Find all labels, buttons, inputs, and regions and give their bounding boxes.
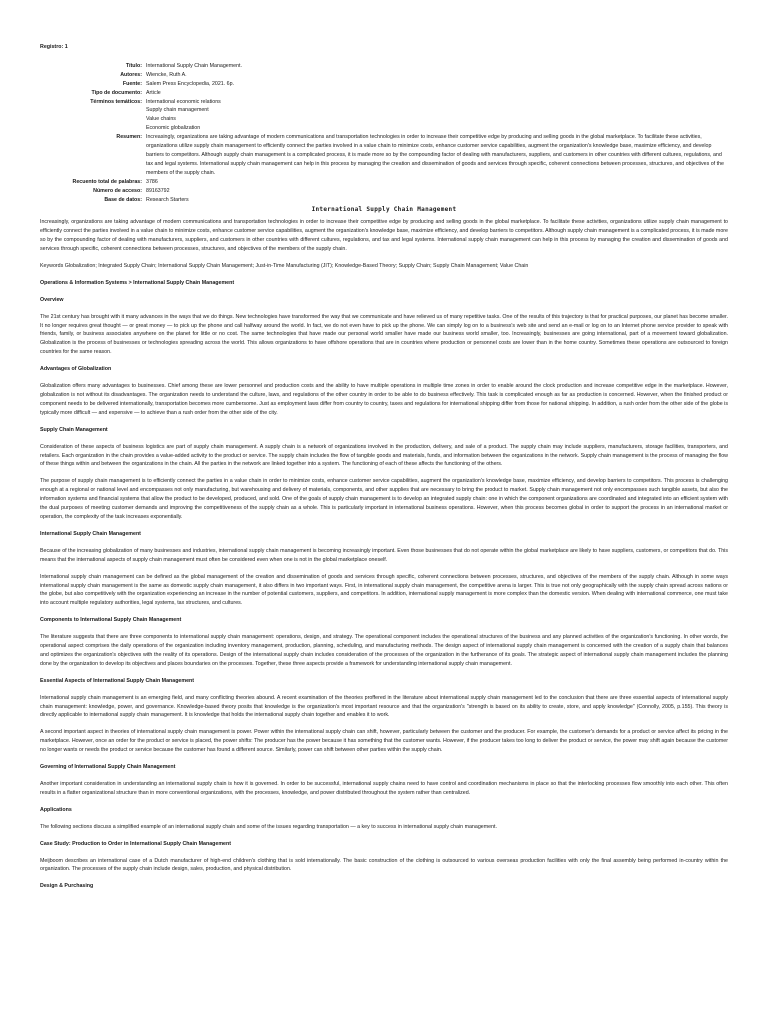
meta-value-line: Wiencke, Ruth A. xyxy=(146,71,187,78)
paragraph: The 21st century has brought with it many advances in the ways that we do things. New technologies have transformed the way that we communicate and have relieved us of many repetitive tasks. One of the results of this trajectory is that for practical purposes, our planet has become smaller. It no longer requires great thought — or great money — to pick up the phone and call halfway around the world. In fact, we do not even have to pick up the phone. We can simply log on to a business's web site and send an e-mail or log on to an Internet phone service provider to speak with friends, family, or business associates anywhere on the planet for little or no cost. The same technologies that have made our personal world smaller have made our business world smaller, too. Increasingly, businesses are going international, part of a movement toward globalization. Globalization is the process of businesses or technologies spreading across the world. This allows organizations to have offshore operations that are in countries where production or personnel costs are lower than in the home country. Sometimes these operations are outsourced to foreign countries for the same reason. xyxy=(40,313,728,356)
paragraph: The following sections discuss a simplified example of an international supply chain and some of the issues regarding transportation — a key to success in international supply chain management. xyxy=(40,823,497,830)
meta-value xyxy=(146,89,728,98)
meta-value xyxy=(146,71,728,80)
section-heading: Supply Chain Management xyxy=(40,426,108,433)
section-heading: Applications xyxy=(40,806,72,813)
meta-value xyxy=(146,178,728,187)
meta-label: Número de acceso: xyxy=(93,187,142,194)
paragraph: The literature suggests that there are three components to international supply chain management: operations, design, and strategy. The operational component includes the operational structures of the business and any planned activities of the organization's functioning. In other words, the operational aspect comprises the daily operations of the organization including inventory management, production, planning, scheduling, and manufacturing methods. The design aspect of international supply chain management is concerned with the creation of a supply chain that balances and optimizes the organization's objectives with the reality of its operations. Design of the international supply chain includes consideration of the processes of the organization in the furtherance of its goals. The strategic aspect of international supply chain management includes the planning done by the organization to develop its objectives and places boundaries on the processes. Together, these three aspects provide a framework for understanding international supply chain management. xyxy=(40,634,728,667)
meta-value-line: Value chains xyxy=(146,116,176,123)
paragraph: Consideration of these aspects of business logistics are part of supply chain management. A supply chain is a network of organizations involved in the production, delivery, and sale of a product. The supply chain may include suppliers, manufacturers, storage facilities, transporters, and retailers. Each organization in the chain provides a value-added activity to the product or service. The supply chain includes the flow of tangible goods and materials, funds, and information between the organizations in the network. Supply chain management is the process of managing the flow of these things within and between the organizations in the chain. All the parties in the network are linked together into a system. The functioning of each of these affects the functioning of the others. xyxy=(40,443,728,468)
meta-label: Recuento total de palabras: xyxy=(72,178,142,185)
meta-label: Resumen: xyxy=(116,134,142,141)
section-heading: Overview xyxy=(40,296,64,303)
paragraph: Increasingly, organizations are taking advantage of modern communications and transportation technologies in order to increase their competitive edge by producing and selling goods in the global marketplace. To facilitate these activities, organizations utilize supply chain management to efficiently connect the parties involved in a value chain to minimize costs, enhance customer service capabilities, augment the organization's knowledge base, maximize efficiency, and develop barriers to competitors. Although supply chain management is a complicated process, it is made more so by the compounding factor of dealing with manufacturers, suppliers, and customers in other countries with different cultures, regulations, and tax and legal systems. International supply chain management can help in this process by managing the creation and dissemination of goods and services through specific, coherent connections between processes, structures, and objectives of the members of the supply chain. xyxy=(40,219,728,253)
meta-value xyxy=(146,133,728,178)
meta-value-line: International economic relations xyxy=(146,98,221,105)
document-page xyxy=(40,0,728,891)
paragraph: The purpose of supply chain management is to efficiently connect the parties in a value chain in order to minimize costs, enhance customer service capabilities, augment the organization's knowledge base, maximize efficiency, and develop barriers to competitors. This process is challenging enough at a regional or national level and encompasses not only manufacturing, but warehousing and delivery of materials, components, and other supplies that are necessary to bring the product to market. Supply chain management not only encompasses such tangible assets, but also the information systems and financial systems that allow the product to be developed, produced, and sold. One of the goals of supply chain management is to develop an integrated supply chain: one in which the component organizations are coordinated and integrated into an efficient system with the dual purposes of meeting customer demands and improving the competitiveness of the supply chain as a whole. This is particularly important in international business operations. However, when this process becomes global in order to support the process in an international market or operation, the complexity of the task increases exponentially. xyxy=(40,478,728,520)
paragraph: Globalization offers many advantages to businesses. Chief among these are lower personnel and production costs and the ability to have multiple operations in multiple time zones in order to enable around the clock production and increase competitive edge in the marketplace. However, globalization is not without its disadvantages. The organization needs to understand the culture, laws, and regulations of the other country in order to be able to do business effectively. This task is complicated enough as far as production is concerned. However, when the finished product or component needs to be delivered internationally, transportation becomes more cumbersome. Just as employment laws differ from country to country, taxes and regulations for international shipping differ from those for national shipping. In addition, a rush order from the other side of the globe is typically more difficult — and expensive — to achieve than a rush order from the other side of the city. xyxy=(40,383,728,416)
section-heading: Governing of International Supply Chain Management xyxy=(40,764,176,771)
record-metadata xyxy=(40,62,728,205)
paragraph: International supply chain management can be defined as the global management of the creation and dissemination of goods and services through specific, coherent connections between processes, structures, and objectives of the members of the supply chain. Although in some ways international supply chain management is the same as domestic supply chain management, it also differs in two important ways. First, in international supply chain management, the competitive arena is larger. This is true not only geographically with the supply chain spread across nations or the globe, but also competitively with the organization experiencing an increase in the number of potential customers, suppliers, and competitors. In addition, international supply management is more complex than the domestic version. When dealing with international commerce, one must take into account multiple regulatory authorities, legal systems, tax structures, and cultures. xyxy=(40,573,728,607)
meta-label: Título: xyxy=(125,62,142,69)
meta-value xyxy=(146,98,728,134)
paragraph: Keywords Globalization; Integrated Supply Chain; International Supply Chain Management; Just-in-Time Manufacturing (JIT); Knowledge-Based Theory; Supply Chain; Supply Chain Management; Value Chain xyxy=(40,262,529,269)
paragraph: A second important aspect in theories of international supply chain management is power. Power within the international supply chain can shift, however, particularly between the customer and the producer. For example, the customer's demands for a product or service affect its pricing in the marketplace. However, once an order for the product or service is placed, the power shifts: The producer has the power because it has something that the customer wants. However, if the producer takes too long to deliver the product or service, the power may shift again because the customer no longer wants or needs the product or service because the customer has found a different source. Similarly, power can shift between other parties within the supply chain. xyxy=(40,729,728,754)
meta-value-line: 89163792 xyxy=(146,187,170,194)
meta-value-line: Salem Press Encyclopedia, 2021. 6p. xyxy=(146,80,235,87)
document-body xyxy=(40,218,728,891)
meta-value-line: Article xyxy=(146,89,161,96)
section-heading: Design & Purchasing xyxy=(40,883,94,890)
section-heading: International Supply Chain Management xyxy=(40,530,141,537)
meta-label: Autores: xyxy=(120,71,142,78)
meta-value-line: International Supply Chain Management. xyxy=(146,62,242,69)
section-heading: Operations & Information Systems > International Supply Chain Management xyxy=(40,279,235,286)
paragraph: Because of the increasing globalization of many businesses and industries, international supply chain management is becoming increasingly important. Even those businesses that do not operate within the global marketplace are likely to have suppliers, customers, or competitors that do. This means that the international aspects of supply chain management must often be considered even when one is not in the global marketplace oneself. xyxy=(40,547,728,563)
meta-value-line: Increasingly, organizations are taking advantage of modern communications and transportation technologies in order to increase their competitive edge by producing and selling goods in the global marketplace. To facilitate these activities, organizations utilize supply chain management to efficiently connect the parties involved in a value chain to minimize costs, enhance customer service capabilities, augment the organization's knowledge base, maximize efficiency, and develop barriers to competitors. Although supply chain management is a complicated process, it is made more so by the compounding factor of dealing with manufacturers, suppliers, and customers in other countries with different cultures, regulations, and tax and legal systems. International supply chain management can help in this process by managing the creation and dissemination of goods and services through specific, coherent connections between processes, structures, and objectives of the members of the supply chain. xyxy=(146,134,724,176)
meta-label: Tipo de documento: xyxy=(91,89,142,96)
section-heading: Essential Aspects of International Supply Chain Management xyxy=(40,677,195,684)
meta-value xyxy=(146,80,728,89)
meta-label: Fuente: xyxy=(122,80,142,87)
record-number: Registro: 1 xyxy=(40,44,68,50)
meta-value-line: Supply chain management xyxy=(146,107,209,114)
section-heading: Components to International Supply Chain Management xyxy=(40,617,182,624)
meta-value-line: 3786 xyxy=(146,178,158,185)
section-heading: Advantages of Globalization xyxy=(40,366,112,373)
meta-label: Términos temáticos: xyxy=(90,98,142,105)
paragraph: Meijboom describes an international case of a Dutch manufacturer of high-end children's clothing that is sold internationally. The basic construction of the clothing is outsourced to various overseas production facilities with only the final assembly being performed in-country within the organization. The processes of the supply chain include design, sales, production, and physical distribution. xyxy=(40,857,728,873)
meta-value xyxy=(146,187,728,196)
paragraph: Another important consideration in understanding an international supply chain is how it is governed. In order to be successful, international supply chains need to have control and coordination mechanisms in place so that the interlocking processes flow smoothly into each other. This often results in a flatter organizational structure than in more conventional organizations, with the processes, knowledge, and power distributed throughout the system rather than centralized. xyxy=(40,781,728,796)
document-title: International Supply Chain Management xyxy=(311,206,457,214)
paragraph: International supply chain management is an emerging field, and many conflicting theories abound. A recent examination of the theories proffered in the literature about international supply chain management led to the conclusion that there are three essential aspects of international supply chain management: knowledge, power, and governance. Knowledge-based theory posits that knowledge is the organization's most important resource and that the organization's "strength is based on its ability to create, store, and apply knowledge" (Connolly, 2005, p.155). This theory is directly applicable to international supply chain management. It is knowledge that holds the international supply chain together and enables it to work. xyxy=(40,694,728,719)
meta-value xyxy=(146,62,728,71)
meta-value-line: Economic globalization xyxy=(146,125,201,132)
section-heading: Case Study: Production to Order in International Supply Chain Management xyxy=(40,840,232,847)
meta-label: Base de datos: xyxy=(104,196,142,203)
meta-value-line: Research Starters xyxy=(146,196,189,203)
meta-value xyxy=(146,196,728,205)
